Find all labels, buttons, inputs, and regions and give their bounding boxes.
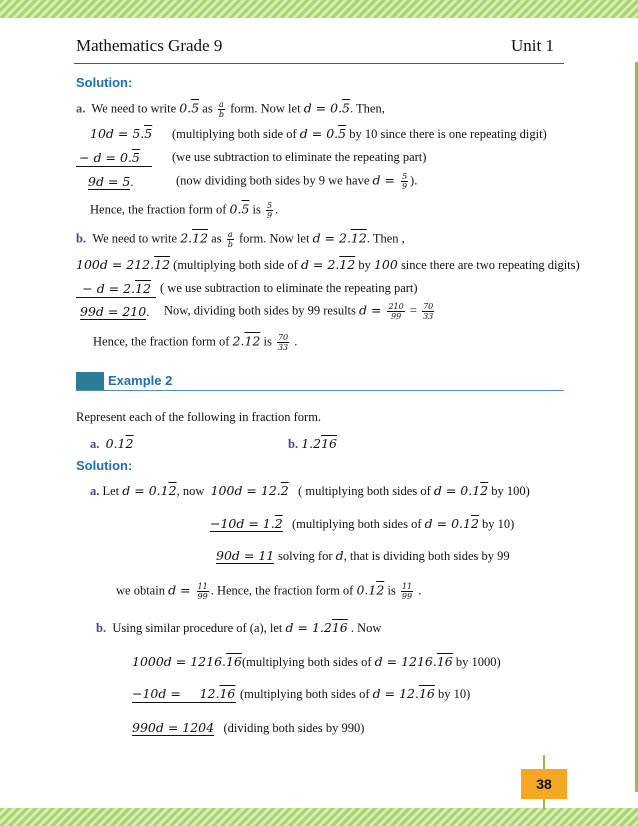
solution2-a-line4: we obtain d = $\frac{11}{99}$ . Hence, the fraction form of 0.12 is $\frac{11}{99}$ . (116, 582, 422, 601)
header-title: Mathematics Grade 9 (76, 36, 223, 55)
example-item-a: a. 0.12 (90, 436, 134, 451)
bottom-decorative-stripe (0, 808, 638, 826)
fraction: $\frac{a}{b}$ (227, 230, 233, 249)
header-rule (74, 63, 564, 64)
solution2-a-line2-note: (multiplying both sides of d = 0.12 by 10) (292, 516, 515, 531)
fraction: $\frac{210}{99}$ (388, 302, 404, 321)
solution-b-line4-note: Now, dividing both sides by 99 results d = $\frac{210}{99}$ = $\frac{70}{33}$ (164, 302, 434, 321)
example-marker (76, 372, 104, 390)
solution-b-line3-note: ( we use subtraction to eliminate the repeating part) (160, 281, 418, 295)
page-number: 38 (521, 769, 567, 799)
fraction: $\frac{11}{99}$ (197, 582, 208, 601)
fraction: $\frac{11}{99}$ (401, 582, 413, 601)
solution2-a-line2: −10d = 1.2 (210, 516, 283, 531)
solution-a-conclusion: Hence, the fraction form of 0.5 is $\frac{5}{9}$ . (90, 201, 279, 220)
solution2-a-line1: a. Let d = 0.12, now 100d = 12.2 ( multiplying both sides of d = 0.12 by 100) (90, 483, 530, 498)
fraction: $\frac{5}{9}$ (267, 201, 273, 220)
example-title: Example 2 (108, 373, 173, 388)
solution-a-line2: 10d = 5.5 (90, 126, 153, 141)
top-decorative-stripe (0, 0, 638, 18)
solution2-a-line3: 90d = 11 (216, 548, 275, 563)
solution-b-line3: − d = 2.12 (76, 281, 156, 298)
solution-b-line4: 99d = 210. (80, 304, 150, 319)
solution-a-line3-note: (we use subtraction to eliminate the repeating part) (172, 150, 427, 164)
solution2-b-line4: 990d = 1204 (dividing both sides by 990) (132, 720, 365, 735)
solution2-b-line1: b. Using similar procedure of (a), let d = 1.216 . Now (96, 620, 382, 635)
solution-a-line4: 9d = 5. (88, 174, 134, 189)
solution-a-line1: a. We need to write 0.5 as $\frac{a}{b}$ form. Now let d = 0.5. Then, (76, 100, 385, 119)
fraction: $\frac{70}{33}$ (423, 302, 434, 321)
solution-heading: Solution: (76, 75, 133, 90)
example-rule (76, 390, 564, 391)
solution2-heading: Solution: (76, 458, 133, 473)
solution2-b-line2: 1000d = 1216.16 (132, 654, 242, 669)
example-item-b: b. 1.216 (288, 436, 337, 451)
solution2-b-line2-note: (multiplying both sides of d = 1216.16 by 1000) (242, 654, 501, 669)
fraction: $\frac{a}{b}$ (218, 100, 224, 119)
solution-a-line3: − d = 0.5 (76, 150, 152, 167)
item-label: a. (76, 101, 86, 116)
solution2-b-line3-note: (multiplying both sides of d = 12.16 by 10) (240, 686, 471, 701)
solution2-b-line3: −10d = 12.16 (132, 686, 236, 701)
example-prompt: Represent each of the following in fraction form. (76, 410, 322, 424)
solution-b-conclusion: Hence, the fraction form of 2.12 is $\frac{70}{33}$ . (93, 333, 298, 352)
solution-b-line2: 100d = 212.12 (multiplying both side of d = 2.12 by 100 since there are two repeating digits) (76, 257, 580, 272)
solution-a-line2-note: (multiplying both side of d = 0.5 by 10 since there is one repeating digit) (172, 126, 547, 141)
solution-b-line1: b. We need to write 2.12 as $\frac{a}{b}$ form. Now let d = 2.12. Then , (76, 230, 405, 249)
page-badge-connector (543, 755, 545, 769)
solution-a-line4-note: (now dividing both sides by 9 we have d = $\frac{5}{9}$ ). (176, 172, 418, 191)
item-label: b. (76, 231, 87, 246)
solution2-a-line3-note: solving for d, that is dividing both sides by 99 (278, 548, 510, 563)
fraction: $\frac{70}{33}$ (277, 333, 289, 352)
fraction: $\frac{5}{9}$ (401, 172, 408, 191)
page-badge-connector (543, 799, 545, 809)
header-unit: Unit 1 (511, 36, 554, 55)
